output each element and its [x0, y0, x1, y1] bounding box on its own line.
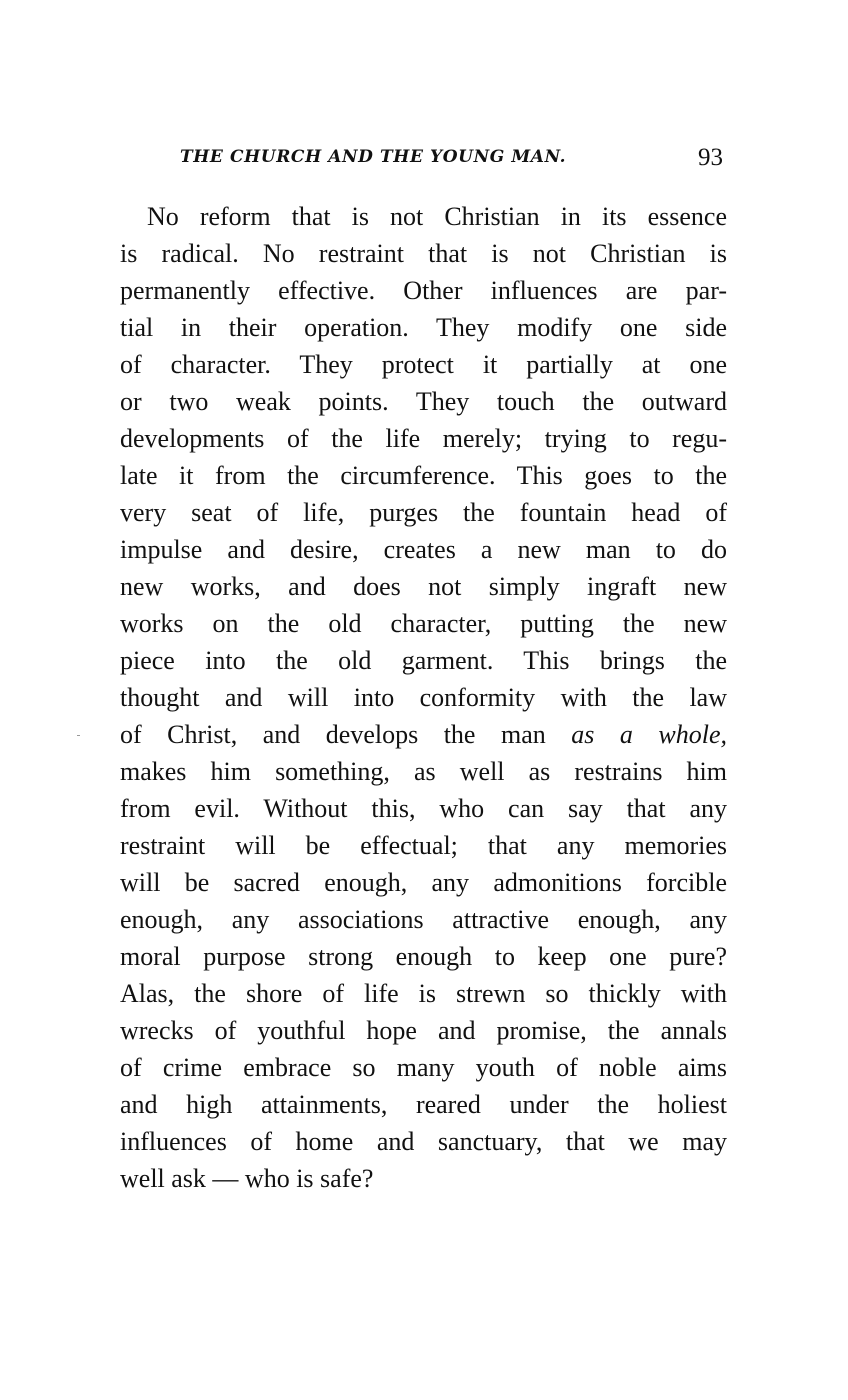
text-line: well ask — who is safe? — [120, 1164, 374, 1193]
text-line: makes him something, as well as restrains him — [120, 757, 727, 786]
text-line: permanently effective. Other influences are par- — [120, 276, 727, 305]
text-line: Alas, the shore of life is strewn so thickly with — [120, 979, 727, 1008]
text-line: tial in their operation. They modify one side — [120, 313, 727, 342]
text-line: late it from the circumference. This goes to the — [120, 461, 727, 490]
page-number: 93 — [698, 144, 723, 171]
text-line: works on the old character, putting the new — [120, 609, 727, 638]
body-paragraph — [120, 198, 727, 1197]
text-line: and high attainments, reared under the holiest — [120, 1090, 727, 1119]
text-line: from evil. Without this, who can say that any — [120, 794, 727, 823]
text-line-roman: of Christ, and develops the man — [120, 720, 546, 749]
running-title: THE CHURCH AND THE YOUNG MAN. — [180, 147, 567, 167]
text-line: of crime embrace so many youth of noble aims — [120, 1053, 727, 1082]
text-line: very seat of life, purges the fountain head of — [120, 498, 727, 527]
text-line: or two weak points. They touch the outward — [120, 387, 727, 416]
text-line: thought and will into conformity with the law — [120, 683, 727, 712]
text-line: impulse and desire, creates a new man to do — [120, 535, 727, 564]
text-line: new works, and does not simply ingraft new — [120, 572, 727, 601]
italic-emphasis: as a whole, — [571, 720, 728, 749]
text-line: wrecks of youthful hope and promise, the annals — [120, 1016, 727, 1045]
text-line: enough, any associations attractive enough, any — [120, 905, 727, 934]
text-line: piece into the old garment. This brings the — [120, 646, 727, 675]
text-line: moral purpose strong enough to keep one pure? — [120, 942, 727, 971]
text-line: developments of the life merely; trying to regu- — [120, 424, 727, 453]
text-line: is radical. No restraint that is not Christian is — [120, 239, 727, 268]
text-line: No reform that is not Christian in its essence — [147, 202, 727, 231]
text-line: will be sacred enough, any admonitions forcible — [120, 868, 727, 897]
text-line: of character. They protect it partially at one — [120, 350, 727, 379]
text-line: restraint will be effectual; that any memories — [120, 831, 727, 860]
text-line: influences of home and sanctuary, that we may — [120, 1127, 727, 1156]
margin-mark — [77, 735, 80, 736]
text-line — [120, 716, 727, 753]
